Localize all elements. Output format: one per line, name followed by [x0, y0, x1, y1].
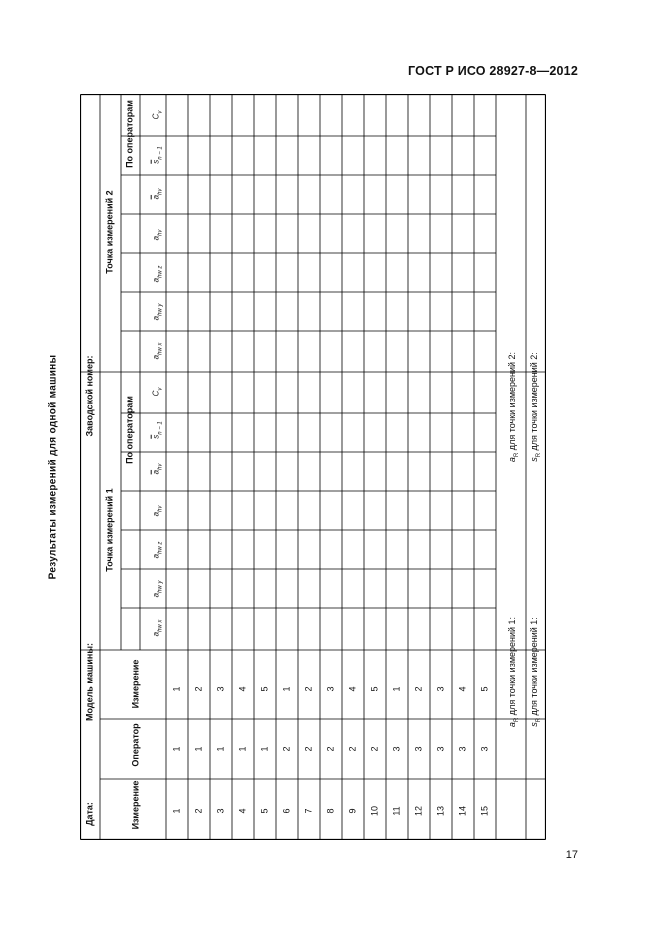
standard-code: ГОСТ Р ИСО 28927-8—2012 — [408, 64, 578, 78]
date-label: Дата: — [84, 802, 95, 826]
page-number: 17 — [565, 849, 578, 861]
form-grid — [80, 94, 546, 840]
results-form: Дата: Модель машины: Заводской номер: Измерение Оператор Измерение Точка измерений 1 Точка измерений 2 По операторам По операторам $a_{hw x}$ $a_{hw y}$ $a_{hw z}$ $a_{hv}$ $\overline{a}_{hv}$ $\overline{s}_{n - 1}$ $C_v$ $a_{hw x}$ $a_{hw y}$ $a_{hw z}$ $a_{hv}$ $\overline{a}_{hv}$ $\overline{s}_{n - 1}$ $C_v$ 1 1 1 2 1 2 3 1 3 4 1 4 5 1 5 6 2 1 7 2 2 8 2 3 9 2 4 10 2 5 11 3 1 12 3 2 13 3 3 14 3 4 15 3 5 $a_R$ для точки измерений 1: $a_R$ для точки измерений 2: $s_R$ для точки измерений 1: $s_R$ для точки измерений 2: — [80, 94, 546, 840]
page-title: Результаты измерений для одной машины — [47, 354, 59, 580]
serial-label: Заводской номер: — [84, 355, 95, 437]
model-label: Модель машины: — [84, 642, 95, 722]
